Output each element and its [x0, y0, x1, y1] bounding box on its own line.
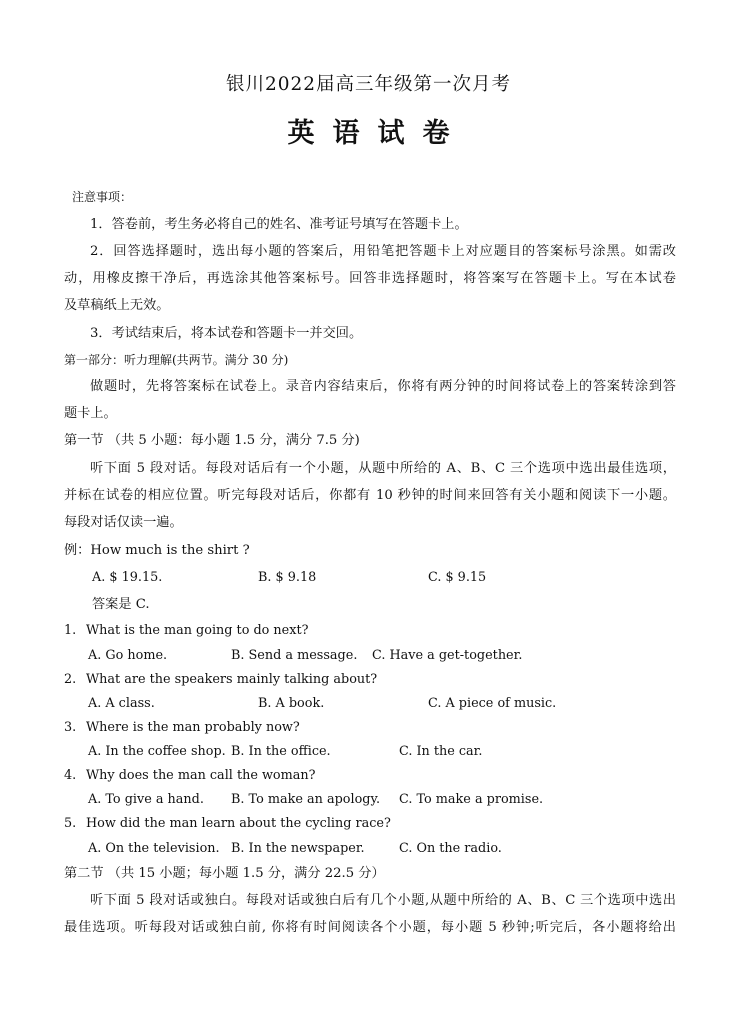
- section1-instr-line-1: 听下面 5 段对话。每段对话后有一个小题，从题中所给的 A、B、C 三个选项中选出最佳选项，: [90, 461, 676, 476]
- question-number: 2.: [64, 672, 77, 687]
- q1-option-c: C. Have a get-together.: [372, 648, 523, 663]
- q5-option-c: C. On the radio.: [399, 841, 502, 856]
- question-2: [64, 671, 377, 689]
- question-text: Where is the man probably now?: [86, 720, 300, 735]
- question-text: What are the speakers mainly talking about?: [86, 672, 378, 687]
- section2-instr-line-1: 听下面 5 段对话或独白。每段对话或独白后有几个小题,从题中所给的 A、B、C 三个选项中选出: [90, 893, 676, 908]
- q3-option-c: C. In the car.: [399, 744, 483, 759]
- question-4: [64, 767, 316, 785]
- question-text: How did the man learn about the cycling race?: [86, 816, 391, 831]
- question-number: 5.: [64, 816, 77, 831]
- notice-item-1: 1．答卷前，考生务必将自己的姓名、准考证号填写在答题卡上。: [90, 217, 468, 232]
- q3-option-b: B. In the office.: [231, 744, 331, 759]
- q1-option-b: B. Send a message.: [231, 648, 358, 663]
- notice-heading: 注意事项：: [72, 190, 133, 204]
- notice-item-2-line-2: 动，用橡皮擦干净后，再选涂其他答案标号。回答非选择题时，将答案写在答题卡上。写在本试卷: [64, 271, 676, 286]
- example-option-a: A. $ 19.15.: [92, 570, 163, 585]
- q3-option-a: A. In the coffee shop.: [88, 744, 226, 759]
- q2-option-b: B. A book.: [258, 696, 325, 711]
- q5-option-b: B. In the newspaper.: [231, 841, 365, 856]
- notice-item-2-line-3: 及草稿纸上无效。: [64, 298, 170, 313]
- section1-instr-line-3: 每段对话仅读一遍。: [64, 515, 183, 530]
- question-1: [64, 622, 308, 640]
- q2-option-a: A. A class.: [88, 696, 155, 711]
- section1-instr-line-2: 并标在试卷的相应位置。听完每段对话后，你都有 10 秒钟的时间来回答有关小题和阅读下一小题。: [64, 488, 676, 503]
- notice-item-2-line-1: 2．回答选择题时，选出每小题的答案后，用铅笔把答题卡上对应题目的答案标号涂黑。如需改: [90, 244, 676, 259]
- exam-title: 银川2022届高三年级第一次月考: [225, 74, 512, 95]
- example-question: 例：How much is the shirt ?: [64, 543, 250, 558]
- question-number: 3.: [64, 720, 77, 735]
- question-5: [64, 815, 391, 833]
- subject-title: 英语试卷: [287, 118, 468, 149]
- example-option-b: B. $ 9.18: [258, 570, 317, 585]
- notice-item-3: 3．考试结束后，将本试卷和答题卡一并交回。: [90, 326, 363, 341]
- question-number: 4.: [64, 768, 77, 783]
- question-text: Why does the man call the woman?: [86, 768, 316, 783]
- q1-option-a: A. Go home.: [88, 648, 168, 663]
- example-option-c: C. $ 9.15: [428, 570, 487, 585]
- question-number: 1.: [64, 623, 77, 638]
- section2-instr-line-2: 最佳选项。听每段对话或独白前, 你将有时间阅读各个小题，每小题 5 秒钟;听完后，各小题将给出: [64, 920, 676, 935]
- section1-heading: 第一节 （共 5 小题：每小题 1.5 分，满分 7.5 分): [64, 433, 360, 448]
- q4-option-a: A. To give a hand.: [88, 792, 204, 807]
- example-answer: 答案是 C.: [92, 597, 150, 612]
- q4-option-c: C. To make a promise.: [399, 792, 544, 807]
- section2-heading: 第二节 （共 15 小题；每小题 1.5 分，满分 22.5 分）: [64, 866, 385, 881]
- part1-heading: 第一部分：听力理解(共两节。满分 30 分): [64, 353, 289, 367]
- q5-option-a: A. On the television.: [88, 841, 220, 856]
- question-3: [64, 719, 300, 737]
- q2-option-c: C. A piece of music.: [428, 696, 557, 711]
- part1-intro-line-1: 做题时，先将答案标在试卷上。录音内容结束后，你将有两分钟的时间将试卷上的答案转涂到答: [90, 379, 676, 394]
- q4-option-b: B. To make an apology.: [231, 792, 381, 807]
- question-text: What is the man going to do next?: [86, 623, 309, 638]
- part1-intro-line-2: 题卡上。: [64, 406, 117, 421]
